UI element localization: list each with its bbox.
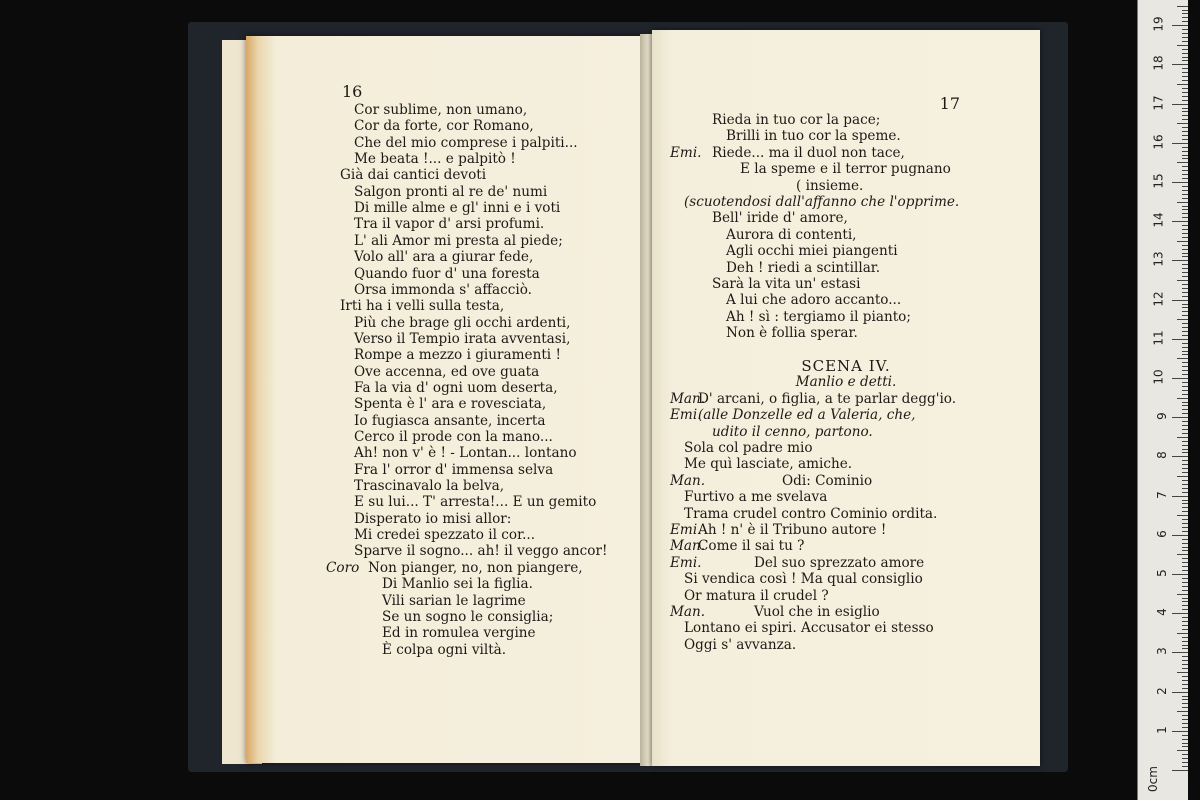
ruler-tick: [1182, 605, 1188, 606]
ruler-tick: [1182, 21, 1188, 22]
ruler-tick: [1172, 25, 1188, 26]
ruler-tick: [1182, 656, 1188, 657]
verse-line: Fa la via d' ogni uom deserta,: [354, 379, 558, 396]
ruler-tick: [1182, 96, 1188, 97]
ruler-tick: [1182, 284, 1188, 285]
ruler-tick: [1182, 621, 1188, 622]
ruler-tick: [1182, 629, 1188, 630]
verse-line: Furtivo a me svelava: [684, 489, 828, 506]
ruler-tick: [1177, 437, 1188, 438]
ruler-tick: [1182, 699, 1188, 700]
ruler-tick: [1182, 370, 1188, 371]
verse-line: Mi credei spezzato il cor...: [354, 527, 536, 544]
speaker-label: Man.: [670, 472, 706, 489]
ruler-tick: [1182, 531, 1188, 532]
ruler-tick: [1182, 566, 1188, 567]
ruler-tick: [1182, 194, 1188, 195]
ruler-tick: [1177, 6, 1188, 7]
ruler-tick: [1182, 703, 1188, 704]
ruler-tick: [1182, 707, 1188, 708]
ruler-number: 13: [1151, 251, 1166, 268]
ruler-tick: [1182, 558, 1188, 559]
ruler-tick: [1182, 519, 1188, 520]
ruler-tick: [1182, 578, 1188, 579]
verse-line: Bell' iride d' amore,: [712, 210, 848, 227]
verse-line: È colpa ogni viltà.: [382, 641, 507, 658]
ruler-tick: [1182, 492, 1188, 493]
verse-line: D' arcani, o figlia, a te parlar degg'io.: [698, 390, 957, 407]
ruler-tick: [1172, 64, 1188, 65]
ruler-tick: [1182, 429, 1188, 430]
ruler-tick: [1182, 464, 1188, 465]
ruler-tick: [1182, 229, 1188, 230]
ruler-tick: [1182, 119, 1188, 120]
ruler-tick: [1182, 727, 1188, 728]
ruler-tick: [1172, 417, 1188, 418]
verse-line: Riede... ma il duol non tace,: [712, 144, 905, 161]
ruler-tick: [1182, 80, 1188, 81]
ruler-tick: [1182, 127, 1188, 128]
ruler-tick: [1182, 100, 1188, 101]
speaker-label: Man.: [670, 604, 706, 620]
ruler-tick: [1177, 711, 1188, 712]
verse-line: Me quì lasciate, amiche.: [684, 456, 853, 473]
ruler-tick: [1172, 221, 1188, 222]
verse-line: Più che brage gli occhi ardenti,: [354, 314, 571, 331]
ruler-tick: [1177, 750, 1188, 751]
ruler-number: 2: [1155, 686, 1170, 695]
ruler-tick: [1182, 198, 1188, 199]
ruler-tick: [1182, 331, 1188, 332]
ruler-tick: [1182, 676, 1188, 677]
ruler-tick: [1182, 249, 1188, 250]
ruler-tick: [1177, 319, 1188, 320]
ruler-tick: [1182, 405, 1188, 406]
verse-line: Verso il Tempio irata avventasi,: [354, 330, 571, 347]
ruler-tick: [1182, 590, 1188, 591]
ruler-tick: [1182, 362, 1188, 363]
speaker-label: Emi.: [670, 407, 702, 424]
ruler-tick: [1182, 33, 1188, 34]
ruler-tick: [1172, 339, 1188, 340]
ruler-tick: [1182, 233, 1188, 234]
verse-line: L' ali Amor mi presta al piede;: [354, 232, 563, 249]
verse-line: Se un sogno le consiglia;: [382, 608, 554, 625]
ruler-tick: [1182, 766, 1188, 767]
right-page: [652, 30, 1040, 766]
ruler-tick: [1182, 468, 1188, 469]
verse-line: Oggi s' avvanza.: [684, 636, 797, 653]
ruler-tick: [1182, 311, 1188, 312]
ruler-tick: [1172, 378, 1188, 379]
ruler-tick: [1172, 182, 1188, 183]
ruler-tick: [1172, 613, 1188, 614]
ruler-tick: [1182, 648, 1188, 649]
verse-line: Cerco il prode con la mano...: [354, 429, 553, 445]
ruler-tick: [1182, 735, 1188, 736]
ruler-tick: [1182, 441, 1188, 442]
ruler-tick: [1182, 115, 1188, 116]
ruler-tick: [1182, 366, 1188, 367]
ruler-tick: [1172, 692, 1188, 693]
verse-line: Io fugiasca ansante, incerta: [354, 412, 546, 429]
ruler-tick: [1182, 237, 1188, 238]
ruler-tick: [1182, 754, 1188, 755]
ruler-tick: [1182, 131, 1188, 132]
ruler-tick: [1172, 300, 1188, 301]
verse-line: Lontano ei spiri. Accusator ei stesso: [684, 620, 934, 637]
ruler-tick: [1182, 343, 1188, 344]
ruler-tick: [1182, 409, 1188, 410]
ruler-tick: [1182, 715, 1188, 716]
verse-line: Ed in romulea vergine: [382, 625, 536, 642]
ruler-tick: [1182, 72, 1188, 73]
ruler-tick: [1177, 162, 1188, 163]
ruler-tick: [1177, 633, 1188, 634]
ruler-tick: [1182, 206, 1188, 207]
speaker-label: Emi.: [670, 144, 702, 161]
ruler-tick: [1182, 209, 1188, 210]
ruler-tick: [1182, 402, 1188, 403]
verse-line: Ah! non v' è ! - Lontan... lontano: [354, 445, 577, 462]
ruler-number: 10: [1151, 369, 1166, 385]
ruler-tick: [1182, 480, 1188, 481]
ruler-tick: [1182, 500, 1188, 501]
ruler-number: 18: [1151, 55, 1166, 72]
ruler-number: 7: [1155, 490, 1170, 499]
verse-line: Cor sublime, non umano,: [354, 102, 528, 118]
ruler-tick: [1172, 535, 1188, 536]
stage-direction: udito il cenno, partono.: [712, 423, 873, 440]
verse-line: ( insieme.: [796, 177, 864, 194]
ruler-tick: [1172, 652, 1188, 653]
ruler-tick: [1172, 496, 1188, 497]
verse-line: Che del mio comprese i palpiti...: [354, 134, 578, 151]
verse-line: Sola col padre mio: [684, 440, 813, 456]
ruler-tick: [1182, 609, 1188, 610]
ruler-tick: [1182, 268, 1188, 269]
ruler-tick: [1182, 386, 1188, 387]
ruler-tick: [1182, 304, 1188, 305]
ruler-tick: [1182, 586, 1188, 587]
ruler-tick: [1182, 92, 1188, 93]
ruler-tick: [1182, 37, 1188, 38]
scene-characters: Manlio e detti.: [795, 374, 897, 391]
ruler-unit-label: 0cm: [1146, 766, 1161, 792]
verse-line: E su lui... T' arresta!... E un gemito: [354, 494, 597, 511]
ruler-tick: [1182, 307, 1188, 308]
ruler-tick: [1182, 570, 1188, 571]
ruler-tick: [1182, 335, 1188, 336]
ruler-tick: [1182, 327, 1188, 328]
ruler-tick: [1182, 288, 1188, 289]
verse-line: Sparve il sogno... ah! il veggo ancor!: [354, 543, 608, 560]
stage-direction: (scuotendosi dall'affanno che l'opprime.: [684, 194, 960, 210]
ruler-tick: [1182, 186, 1188, 187]
ruler-tick: [1182, 170, 1188, 171]
verse-line: Di mille alme e gl' inni e i voti: [354, 200, 561, 217]
ruler-tick: [1182, 178, 1188, 179]
ruler-tick: [1182, 390, 1188, 391]
ruler-tick: [1177, 280, 1188, 281]
ruler-tick: [1182, 511, 1188, 512]
verse-line: Fra l' orror d' immensa selva: [354, 461, 554, 478]
ruler-tick: [1182, 272, 1188, 273]
verse-line: Spenta è l' ara e rovesciata,: [354, 396, 547, 413]
verse-line: Trama crudel contro Cominio ordita.: [684, 505, 938, 522]
measuring-ruler: [1137, 0, 1188, 800]
ruler-tick: [1182, 158, 1188, 159]
verse-line: Disperato io misi allor:: [354, 510, 512, 527]
verse-line: Me beata !... e palpitò !: [354, 151, 516, 168]
ruler-tick: [1182, 539, 1188, 540]
verse-line: Irti ha i velli sulla testa,: [340, 298, 505, 315]
ruler-tick: [1182, 668, 1188, 669]
ruler-number: 14: [1151, 212, 1166, 228]
ruler-tick: [1172, 770, 1188, 771]
ruler-tick: [1182, 719, 1188, 720]
ruler-tick: [1182, 147, 1188, 148]
ruler-tick: [1177, 358, 1188, 359]
ruler-tick: [1182, 139, 1188, 140]
ruler-tick: [1182, 527, 1188, 528]
ruler-tick: [1182, 166, 1188, 167]
ruler-tick: [1182, 645, 1188, 646]
ruler-tick: [1182, 523, 1188, 524]
ruler-tick: [1182, 696, 1188, 697]
verse-line: Vuol che in esiglio: [754, 604, 880, 620]
ruler-tick: [1182, 53, 1188, 54]
ruler-tick: [1182, 135, 1188, 136]
verse-line: Vili sarian le lagrime: [382, 592, 526, 609]
verse-line: Odi: Cominio: [782, 472, 873, 489]
ruler-tick: [1182, 88, 1188, 89]
ruler-tick: [1182, 762, 1188, 763]
left-page: [246, 36, 644, 763]
stage-direction: (alle Donzelle ed a Valeria, che,: [698, 407, 916, 424]
ruler-number: 6: [1155, 529, 1170, 538]
ruler-number: 9: [1155, 412, 1170, 421]
ruler-tick: [1182, 547, 1188, 548]
ruler-tick: [1182, 315, 1188, 316]
verse-line: Ah ! sì : tergiamo il pianto;: [726, 308, 911, 325]
scene-heading: SCENA IV.: [801, 357, 891, 375]
ruler-tick: [1182, 503, 1188, 504]
ruler-tick: [1182, 155, 1188, 156]
verse-line: Non è follia sperar.: [726, 325, 858, 342]
ruler-tick: [1182, 256, 1188, 257]
ruler-tick: [1177, 45, 1188, 46]
verse-line: Trascinavalo la belva,: [354, 478, 505, 495]
ruler-tick: [1182, 351, 1188, 352]
ruler-tick: [1182, 743, 1188, 744]
ruler-tick: [1182, 641, 1188, 642]
ruler-tick: [1177, 554, 1188, 555]
ruler-tick: [1182, 617, 1188, 618]
verse-line: Tra il vapor d' arsi profumi.: [354, 216, 545, 233]
ruler-tick: [1182, 17, 1188, 18]
verse-line: Rieda in tuo cor la pace;: [712, 112, 881, 128]
verse-line: Agli occhi miei piangenti: [726, 243, 898, 260]
ruler-tick: [1182, 582, 1188, 583]
ruler-tick: [1182, 664, 1188, 665]
ruler-tick: [1182, 472, 1188, 473]
ruler-tick: [1172, 104, 1188, 105]
ruler-tick: [1182, 507, 1188, 508]
ruler-tick: [1182, 421, 1188, 422]
ruler-tick: [1172, 731, 1188, 732]
ruler-tick: [1182, 449, 1188, 450]
verse-line: Di Manlio sei la figlia.: [382, 576, 533, 593]
ruler-tick: [1182, 723, 1188, 724]
verse-line: Deh ! riedi a scintillar.: [726, 259, 881, 276]
ruler-tick: [1182, 452, 1188, 453]
ruler-tick: [1182, 550, 1188, 551]
ruler-tick: [1182, 445, 1188, 446]
verse-line: Sarà la vita un' estasi: [712, 276, 861, 292]
ruler-tick: [1182, 562, 1188, 563]
ruler-tick: [1182, 382, 1188, 383]
verse-line: Del suo sprezzato amore: [754, 554, 925, 571]
ruler-tick: [1177, 241, 1188, 242]
ruler-tick: [1177, 398, 1188, 399]
ruler-tick: [1182, 425, 1188, 426]
verse-line: Quando fuor d' una foresta: [354, 265, 540, 282]
ruler-tick: [1182, 354, 1188, 355]
ruler-tick: [1182, 276, 1188, 277]
ruler-tick: [1182, 29, 1188, 30]
ruler-tick: [1182, 225, 1188, 226]
ruler-tick: [1177, 476, 1188, 477]
ruler-tick: [1182, 347, 1188, 348]
verse-line: Brilli in tuo cor la speme.: [726, 128, 901, 145]
ruler-number: 16: [1151, 134, 1166, 150]
ruler-tick: [1172, 260, 1188, 261]
ruler-tick: [1177, 672, 1188, 673]
verse-line: Or matura il crudel ?: [684, 587, 829, 604]
ruler-tick: [1182, 746, 1188, 747]
ruler-tick: [1182, 213, 1188, 214]
ruler-tick: [1182, 13, 1188, 14]
ruler-number: 12: [1151, 290, 1166, 307]
ruler-tick: [1172, 574, 1188, 575]
ruler-tick: [1182, 598, 1188, 599]
ruler-tick: [1182, 460, 1188, 461]
ruler-tick: [1177, 123, 1188, 124]
ruler-tick: [1182, 76, 1188, 77]
ruler-tick: [1172, 143, 1188, 144]
page-number: 16: [342, 82, 363, 101]
ruler-tick: [1182, 264, 1188, 265]
ruler-tick: [1182, 484, 1188, 485]
ruler-number: 5: [1155, 569, 1170, 577]
ruler-number: 4: [1155, 608, 1170, 617]
speaker-label: Emi.: [670, 554, 702, 571]
verse-line: Ove accenna, ed ove guata: [354, 363, 540, 380]
ruler-tick: [1182, 413, 1188, 414]
ruler-tick: [1182, 625, 1188, 626]
verse-line: Ah ! n' è il Tribuno autore !: [698, 522, 887, 538]
ruler-number: 19: [1151, 16, 1166, 32]
ruler-tick: [1182, 488, 1188, 489]
ruler-tick: [1182, 41, 1188, 42]
ruler-tick: [1182, 60, 1188, 61]
verse-line: Già dai cantici devoti: [340, 167, 487, 184]
ruler-tick: [1182, 688, 1188, 689]
ruler-tick: [1182, 253, 1188, 254]
verse-line: Non pianger, no, non piangere,: [368, 559, 583, 576]
ruler-tick: [1182, 190, 1188, 191]
ruler-tick: [1182, 601, 1188, 602]
ruler-tick: [1182, 108, 1188, 109]
ruler-tick: [1182, 57, 1188, 58]
verse-line: E la speme e il terror pugnano: [740, 161, 951, 178]
ruler-number: 3: [1155, 647, 1170, 656]
ruler-tick: [1182, 151, 1188, 152]
ruler-tick: [1182, 111, 1188, 112]
ruler-tick: [1182, 245, 1188, 246]
ruler-tick: [1182, 637, 1188, 638]
speaker-label: Emi.: [670, 522, 702, 538]
verse-line: Come il sai tu ?: [698, 538, 805, 555]
ruler-tick: [1182, 323, 1188, 324]
verse-line: Rompe a mezzo i giuramenti !: [354, 347, 561, 364]
verse-line: Cor da forte, cor Romano,: [354, 118, 534, 135]
speaker-label: Man.: [670, 390, 706, 407]
ruler-tick: [1182, 660, 1188, 661]
ruler-number: 15: [1151, 173, 1166, 189]
ruler-tick: [1182, 394, 1188, 395]
ruler-tick: [1177, 84, 1188, 85]
ruler-tick: [1177, 594, 1188, 595]
speaker-label: Coro: [326, 559, 360, 576]
ruler-tick: [1182, 739, 1188, 740]
ruler-tick: [1182, 10, 1188, 11]
page-number: 17: [939, 94, 960, 113]
verse-line: Si vendica così ! Ma qual consiglio: [684, 571, 923, 588]
ruler-tick: [1182, 217, 1188, 218]
ruler-number: 8: [1155, 451, 1170, 460]
ruler-tick: [1177, 202, 1188, 203]
ruler-tick: [1172, 456, 1188, 457]
ruler-tick: [1182, 49, 1188, 50]
verse-line: Orsa immonda s' affacciò.: [354, 281, 532, 298]
ruler-tick: [1182, 292, 1188, 293]
verse-line: Salgon pronti al re de' numi: [354, 183, 548, 200]
ruler-number: 17: [1151, 94, 1166, 111]
verse-line: A lui che adoro accanto...: [726, 292, 902, 309]
ruler-tick: [1182, 680, 1188, 681]
ruler-tick: [1182, 68, 1188, 69]
ruler-tick: [1177, 515, 1188, 516]
ruler-tick: [1182, 758, 1188, 759]
speaker-label: Man.: [670, 538, 706, 555]
ruler-number: 1: [1155, 725, 1170, 734]
ruler-tick: [1182, 684, 1188, 685]
ruler-number: 11: [1151, 330, 1166, 346]
ruler-tick: [1182, 374, 1188, 375]
ruler-tick: [1182, 543, 1188, 544]
ruler-tick: [1182, 433, 1188, 434]
ruler-tick: [1182, 174, 1188, 175]
ruler-tick: [1182, 296, 1188, 297]
verse-line: Aurora di contenti,: [726, 226, 857, 243]
verse-line: Volo all' ara a giurar fede,: [354, 249, 534, 266]
